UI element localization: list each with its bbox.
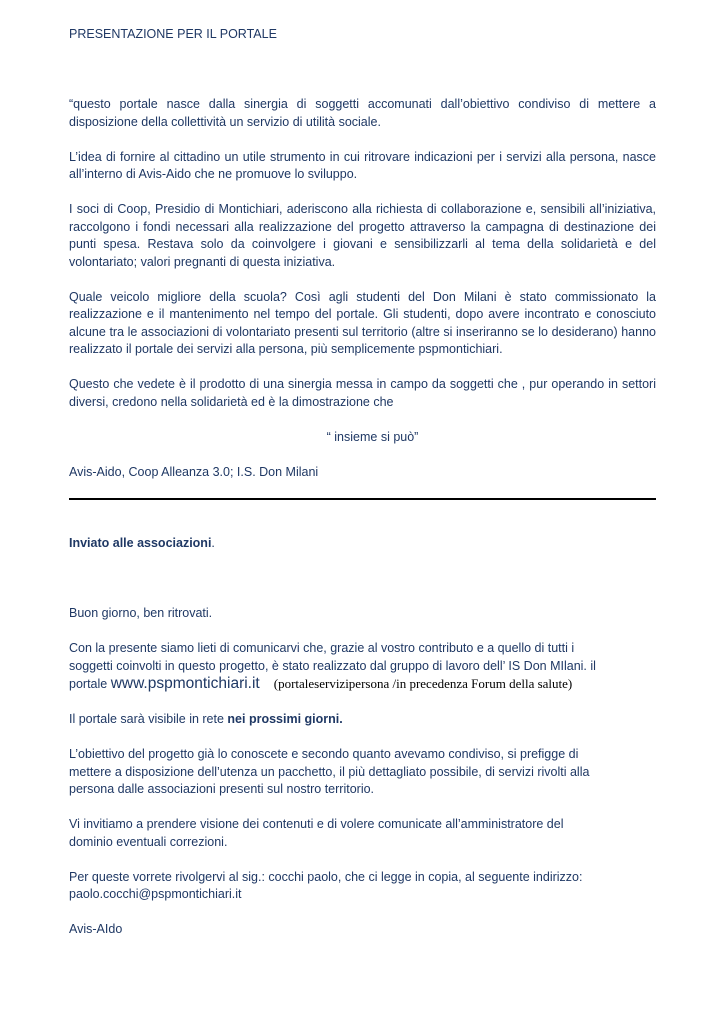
- invitation-paragraph-1: [69, 640, 656, 694]
- invitation-paragraph-3: [69, 746, 656, 799]
- presentation-paragraph-2: L’idea di fornire al cittadino un utile strumento in cui ritrovare indicazioni per i servizi alla persona, nasce all’interno di Avis-Aido che ne promuove lo sviluppo.: [69, 149, 656, 181]
- invitation-heading: [69, 535, 656, 553]
- invitation-p1-line-1: Con la presente siamo lieti di comunicarvi che, grazie al vostro contributo e a quello di tutti i: [69, 641, 575, 655]
- invitation-p3-line-1: L’obiettivo del progetto già lo conoscete e secondo quanto avevamo condiviso, si prefigge di: [69, 747, 579, 761]
- presentation-paragraph-1: “questo portale nasce dalla sinergia di soggetti accomunati dall’obiettivo condiviso di mettere a disposizione della collettività un servizio di utilità sociale.: [69, 97, 656, 129]
- contact-email[interactable]: paolo.cocchi@pspmontichiari.it: [69, 887, 242, 901]
- invitation-paragraph-5: [69, 869, 656, 904]
- portal-link[interactable]: www.pspmontichiari.it: [110, 675, 260, 692]
- invitation-p3-line-2: mettere a disposizione dell’utenza un pacchetto, il più dettagliato possibile, di servizi rivolti alla: [69, 764, 590, 779]
- invitation-p2-text: Il portale sarà visibile in rete: [69, 712, 228, 726]
- invitation-closing: Avis-AIdo: [69, 922, 123, 936]
- invitation-heading-suffix: .: [211, 536, 215, 550]
- invitation-paragraph-4: [69, 816, 656, 851]
- portal-note: (portaleservizipersona /in precedenza Forum della salute): [273, 676, 573, 691]
- invitation-heading-text: Inviato alle associazioni: [69, 536, 212, 550]
- invitation-p5-line-1: Per queste vorrete rivolgervi al sig.: cocchi paolo, che ci legge in copia, al seguente indirizzo:: [69, 869, 583, 884]
- quote: “ insieme si può”: [326, 429, 419, 444]
- invitation-p3-line-3: persona dalle associazioni presenti sul nostro territorio.: [69, 782, 375, 796]
- invitation-paragraph-2: [69, 711, 656, 729]
- presentation-paragraph-4: Quale veicolo migliore della scuola? Così agli studenti del Don Milani è stato commissionato la realizzazione e il mantenimento nel tempo del portale. Gli studenti, dopo avere incontrato e conosciuto alcune tra le associazioni di volontariato presenti sul territorio (altre si inseriranno se lo desiderano) hanno realizzato il portale dei servizi alla persona, più semplicemente pspmontichiari.: [69, 289, 656, 356]
- page-header: PRESENTAZIONE PER IL PORTALE: [69, 27, 277, 41]
- presentation-paragraph-5: Questo che vedete è il prodotto di una sinergia messa in campo da soggetti che , pur operando in settori diversi, credono nella solidarietà ed è la dimostrazione che: [69, 377, 656, 409]
- invitation-p2-bold: nei prossimi giorni.: [227, 712, 343, 726]
- invitation-p4-line-2: dominio eventuali correzioni.: [69, 834, 228, 849]
- greeting: Buon giorno, ben ritrovati.: [69, 606, 213, 620]
- invitation-p1-line-3-prefix: portale: [69, 677, 111, 691]
- presentation-signature: Avis-Aido, Coop Alleanza 3.0; I.S. Don Milani: [69, 464, 319, 479]
- presentation-paragraph-3: I soci di Coop, Presidio di Montichiari, aderiscono alla richiesta di collaborazione e, sensibili all’iniziativa, raccolgono i fondi necessari alla realizzazione del progetto attraverso la campagna di destinazione dei punti spesa. Restava solo da coinvolgere i giovani e sensibilizzarli al tema della solidarietà e del volontariato; valori pregnanti di questa iniziativa.: [69, 202, 656, 269]
- invitation-p4-line-1: Vi invitiamo a prendere visione dei contenuti e di volere comunicate all’amministratore del: [69, 817, 564, 831]
- invitation-p1-line-2: soggetti coinvolti in questo progetto, è stato realizzato dal gruppo di lavoro dell’ IS Don MIlani. il: [69, 658, 596, 673]
